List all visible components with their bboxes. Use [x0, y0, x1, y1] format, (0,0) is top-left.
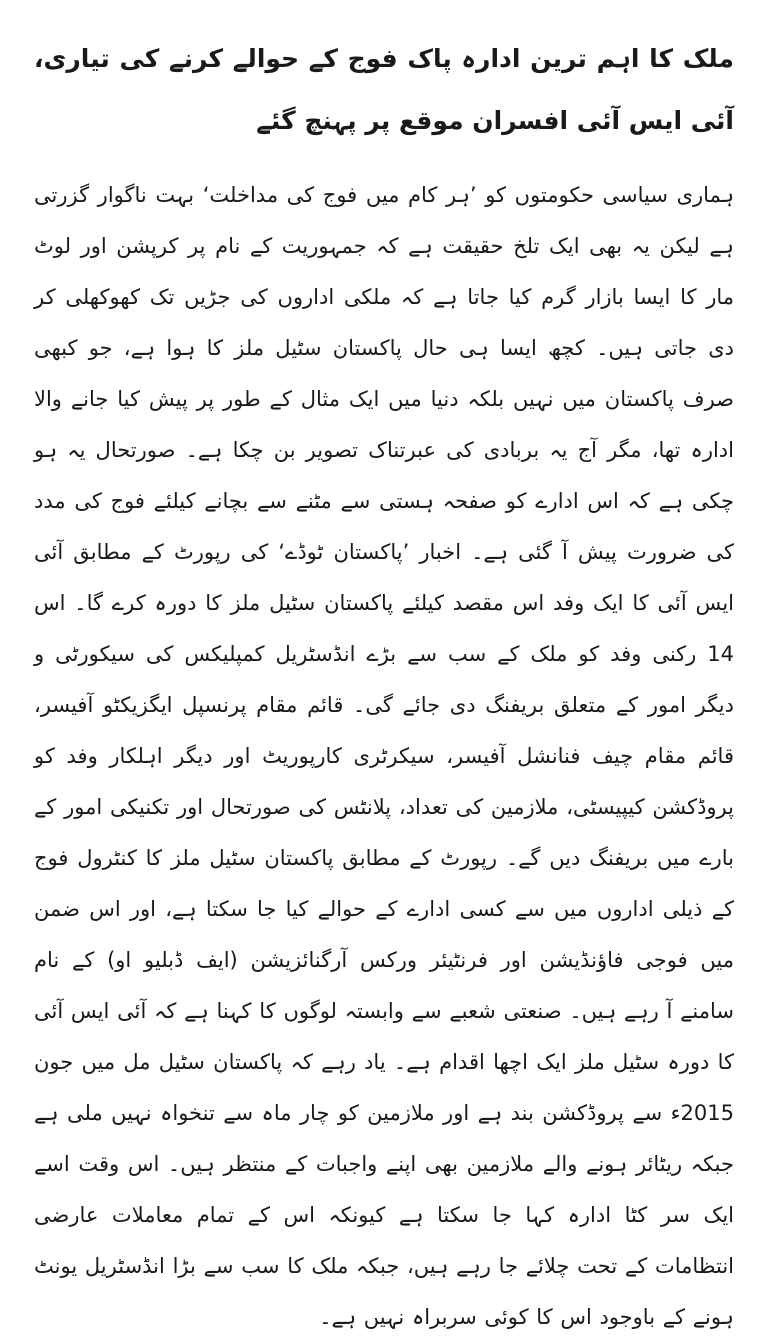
article-body: ہماری سیاسی حکومتوں کو ’ہر کام میں فوج کی مداخلت‘ بہت ناگوار گزرتی ہے لیکن یہ بھی ایک تلخ حقیقت ہے کہ جمہوریت کے نام پر کرپشن اور لوٹ مار کا ایسا بازار گرم کیا جاتا ہے کہ ملکی اداروں کی جڑیں تک کھوکھلی کر دی جاتی ہیں۔ کچھ ایسا ہی حال پاکستان سٹیل ملز کا ہوا ہے، جو کبھی صرف پاکستان میں نہیں بلکہ دنیا میں ایک مثال کے طور پر پیش کیا جانے والا ادارہ تھا، مگر آج یہ بربادی کی عبرتناک تصویر بن چکا ہے۔ صورتحال یہ ہو چکی ہے کہ اس ادارے کو صفحہ ہستی سے مٹنے سے بچانے کیلئے فوج کی مدد کی ضرورت پیش آ گئی ہے۔ اخبار ’پاکستان ٹوڈے‘ کی رپورٹ کے مطابق آئی ایس آئی کا ایک وفد اس مقصد کیلئے پاکستان سٹیل ملز کا دورہ کرے گا۔ اس 14 رکنی وفد کو ملک کے سب سے بڑے انڈسٹریل کمپلیکس کی سیکورٹی و دیگر امور کے متعلق بریفنگ دی جائے گی۔ قائم مقام پرنسپل ایگزیکٹو آفیسر، قائم مقام چیف فنانشل آفیسر، سیکرٹری کارپوریٹ اور دیگر اہلکار وفد کو پروڈکشن کیپیسٹی، ملازمین کی تعداد، پلانٹس کی صورتحال اور تکنیکی امور کے بارے میں بریفنگ دیں گے۔ رپورٹ کے مطابق پاکستان سٹیل ملز کا کنٹرول فوج کے ذیلی اداروں میں سے کسی ادارے کے حوالے کیا جا سکتا ہے، اور اس ضمن میں فوجی فاؤنڈیشن اور فرنٹیئر ورکس آرگنائزیشن (ایف ڈبلیو او) کے نام سامنے آ رہے ہیں۔ صنعتی شعبے سے وابستہ لوگوں کا کہنا ہے کہ آئی ایس آئی کا دورہ سٹیل ملز ایک اچھا اقدام ہے۔ یاد رہے کہ پاکستان سٹیل مل میں جون 2015ء سے پروڈکشن بند ہے اور ملازمین کو چار ماہ سے تنخواہ نہیں ملی ہے جبکہ ریٹائر ہونے والے ملازمین بھی اپنے واجبات کے منتظر ہیں۔ اس وقت اسے ایک سر کٹا ادارہ کہا جا سکتا ہے کیونکہ اس کے تمام معاملات عارضی انتظامات کے تحت چلائے جا رہے ہیں، جبکہ ملک کا سب سے بڑا انڈسٹریل یونٹ ہونے کے باوجود اس کا کوئی سربراہ نہیں ہے۔ [34, 183, 734, 1329]
article-headline: ملک کا اہم ترین ادارہ پاک فوج کے حوالے کرنے کی تیاری، آئی ایس آئی افسران موقع پر پہنچ گئے [34, 44, 734, 135]
